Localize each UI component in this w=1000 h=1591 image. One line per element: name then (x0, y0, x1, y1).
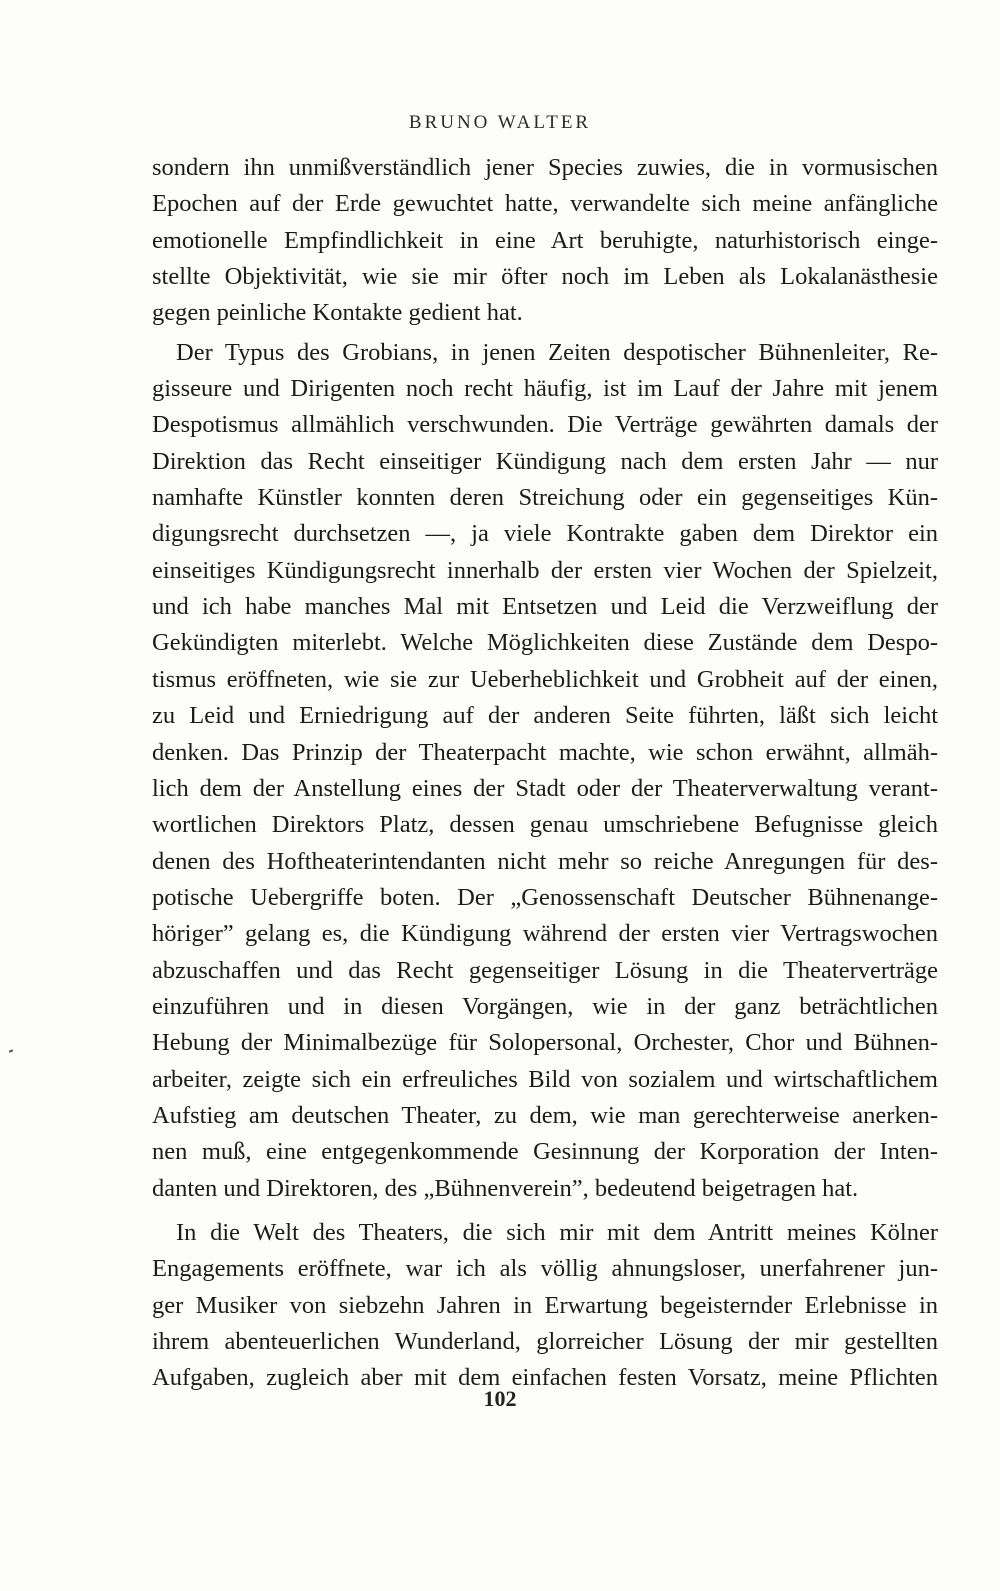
text-line: denken. Das Prinzip der Theaterpacht machte, wie schon erwähnt, allmäh- (152, 738, 938, 766)
text-line: arbeiter, zeigte sich ein erfreuliches Bild von sozialem und wirtschaftlichem (152, 1065, 938, 1093)
text-line: Despotismus allmählich verschwunden. Die Verträge gewährten damals der (152, 411, 938, 439)
text-line: wortlichen Direktors Platz, dessen genau umschriebene Befugnisse gleich (152, 811, 938, 839)
body-text (152, 150, 938, 1397)
paragraph (152, 335, 938, 1207)
text-line: lich dem der Anstellung eines der Stadt oder der Theaterverwaltung verant- (152, 774, 938, 802)
text-line: Gekündigten miterlebt. Welche Möglichkeiten diese Zustände dem Despo- (152, 629, 938, 657)
text-line: denen des Hoftheaterintendanten nicht mehr so reiche Anregungen für des- (152, 847, 938, 875)
text-line: einzuführen und in diesen Vorgängen, wie in der ganz beträchtlichen (152, 992, 938, 1020)
paragraph (152, 1215, 938, 1397)
paragraph (152, 150, 938, 332)
text-line: digungsrecht durchsetzen —, ja viele Kontrakte gaben dem Direktor ein (152, 520, 938, 548)
text-line: und ich habe manches Mal mit Entsetzen und Leid die Verzweiflung der (152, 593, 938, 621)
text-line: ger Musiker von siebzehn Jahren in Erwartung begeisternder Erlebnisse in (152, 1291, 938, 1319)
text-line: Der Typus des Grobians, in jenen Zeiten despotischer Bühnenleiter, Re- (176, 338, 938, 366)
text-line: tismus eröffneten, wie sie zur Ueberheblichkeit und Grobheit auf der einen, (152, 665, 938, 693)
text-line: ihrem abenteuerlichen Wunderland, glorreicher Lösung der mir gestellten (152, 1328, 938, 1355)
page-number: 102 (483, 1386, 517, 1411)
text-line: stellte Objektivität, wie sie mir öfter noch im Leben als Lokalanästhesie (152, 263, 938, 291)
text-line: namhafte Künstler konnten deren Streichung oder ein gegenseitiges Kün- (152, 484, 938, 512)
text-line: Aufstieg am deutschen Theater, zu dem, wie man gerechterweise anerken- (152, 1101, 938, 1129)
text-line: gegen peinliche Kontakte gedient hat. (152, 299, 523, 327)
text-line: Direktion das Recht einseitiger Kündigung nach dem ersten Jahr — nur (152, 447, 938, 475)
text-line: abzuschaffen und das Recht gegenseitiger Lösung in die Theaterverträge (152, 956, 938, 984)
running-head: BRUNO WALTER (408, 112, 592, 133)
text-line: Hebung der Minimalbezüge für Solopersonal, Orchester, Chor und Bühnen- (152, 1029, 938, 1057)
paragraph-gap (152, 1207, 938, 1215)
text-line: höriger” gelang es, die Kündigung während der ersten vier Vertragswochen (152, 920, 938, 948)
text-line: zu Leid und Erniedrigung auf der anderen Seite führten, läßt sich leicht (152, 702, 938, 730)
scan-speck (9, 1049, 13, 1052)
text-line: potische Uebergriffe boten. Der „Genossenschaft Deutscher Bühnenange- (152, 883, 938, 911)
text-line: Engagements eröffnete, war ich als völlig ahnungsloser, unerfahrener jun- (152, 1255, 938, 1283)
text-line: Epochen auf der Erde gewuchtet hatte, verwandelte sich meine anfängliche (152, 190, 938, 218)
text-line: gisseure und Dirigenten noch recht häufig, ist im Lauf der Jahre mit jenem (152, 375, 938, 403)
text-line: Aufgaben, zugleich aber mit dem einfachen festen Vorsatz, meine Pflichten (152, 1364, 938, 1392)
text-line: einseitiges Kündigungsrecht innerhalb der ersten vier Wochen der Spielzeit, (152, 556, 938, 584)
text-line: emotionelle Empfindlichkeit in eine Art beruhigte, naturhistorisch einge- (152, 226, 938, 254)
text-line: danten und Direktoren, des „Bühnenverein”, bedeutend beigetragen hat. (152, 1174, 859, 1202)
text-line: sondern ihn unmißverständlich jener Species zuwies, die in vormusischen (152, 154, 938, 181)
text-line: In die Welt des Theaters, die sich mir mit dem Antritt meines Kölner (176, 1218, 938, 1246)
text-line: nen muß, eine entgegenkommende Gesinnung der Korporation der Inten- (152, 1138, 938, 1166)
